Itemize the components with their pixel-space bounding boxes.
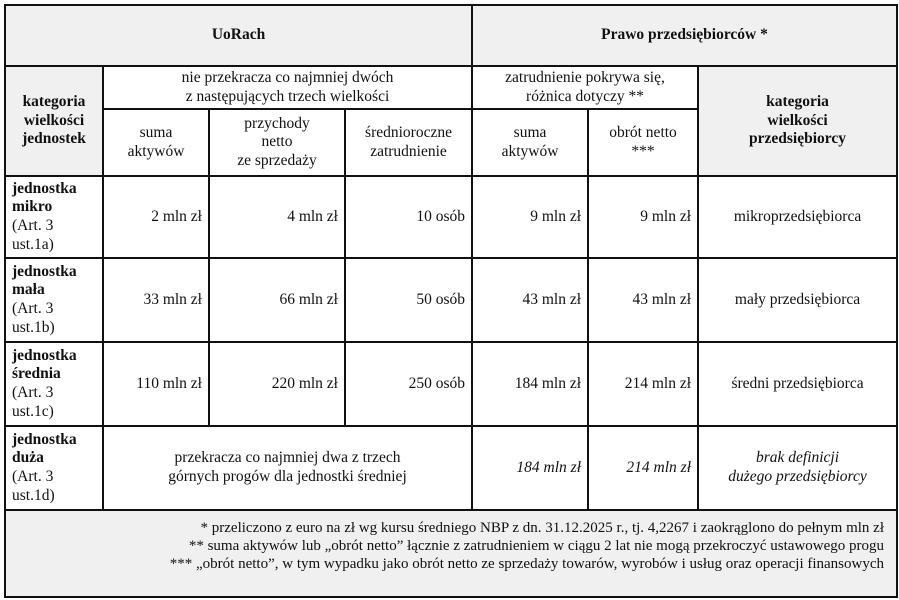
footnote-2: ** suma aktywów lub „obrót netto” łącznie z zatrudnieniem w ciągu 2 lat nie mogą przekroczyć ustawowego progu	[188, 538, 885, 554]
suma-aktywow-header: suma aktywów	[103, 109, 209, 176]
cell-przychody-netto: 66 mln zł	[209, 258, 345, 342]
srednioroczne-zatrudnienie-header: średnioroczne zatrudnienie	[345, 109, 472, 176]
row-label-mikro: jednostka mikro (Art. 3 ust.1a)	[5, 176, 103, 258]
cell-zatrudnienie: 10 osób	[345, 176, 472, 258]
cell-suma-aktywow-pp: 184 mln zł	[472, 426, 588, 510]
duza-description: przekracza co najmniej dwa z trzech górnych progów dla jednostki średniej	[103, 426, 472, 510]
cell-zatrudnienie: 50 osób	[345, 258, 472, 342]
uorach-subheader: nie przekracza co najmniej dwóch z następujących trzech wielkości	[103, 66, 472, 109]
cell-kategoria: mały przedsiębiorca	[698, 258, 897, 342]
prawo-subheader: zatrudnienie pokrywa się, różnica dotyczy **	[472, 66, 698, 109]
cell-kategoria: średni przedsiębiorca	[698, 342, 897, 426]
cell-kategoria: brak definicji dużego przedsiębiorcy	[698, 426, 897, 510]
size-thresholds-table	[4, 4, 898, 598]
cell-kategoria: mikroprzedsiębiorca	[698, 176, 897, 258]
uorach-header: UoRach	[5, 5, 472, 66]
footnotes-row	[5, 510, 897, 597]
row-label-mala: jednostka mała (Art. 3 ust.1b)	[5, 258, 103, 342]
header-row-1	[5, 5, 897, 66]
cell-suma-aktywow-pp: 43 mln zł	[472, 258, 588, 342]
obrot-netto-header: obrót netto ***	[588, 109, 698, 176]
cell-obrot-netto: 9 mln zł	[588, 176, 698, 258]
cell-suma-aktywow: 2 mln zł	[103, 176, 209, 258]
cell-suma-aktywow: 110 mln zł	[103, 342, 209, 426]
table-row	[5, 258, 897, 342]
footnotes	[5, 510, 897, 597]
cell-przychody-netto: 4 mln zł	[209, 176, 345, 258]
row-label-duza: jednostka duża (Art. 3 ust.1d)	[5, 426, 103, 510]
table-row	[5, 426, 897, 510]
header-row-2	[5, 66, 897, 109]
table-row	[5, 176, 897, 258]
row-label-srednia: jednostka średnia (Art. 3 ust.1c)	[5, 342, 103, 426]
cell-suma-aktywow-pp: 9 mln zł	[472, 176, 588, 258]
footnote-1: * przeliczono z euro na zł wg kursu średniego NBP z dn. 31.12.2025 r., tj. 4,2267 i zaokrąglono do pełnym mln zł	[200, 520, 885, 536]
cell-obrot-netto: 214 mln zł	[588, 342, 698, 426]
przychody-netto-header: przychody netto ze sprzedaży	[209, 109, 345, 176]
cell-suma-aktywow: 33 mln zł	[103, 258, 209, 342]
kategoria-jednostek-header: kategoria wielkości jednostek	[5, 66, 103, 176]
kategoria-przedsiebiorcy-header: kategoria wielkości przedsiębiorcy	[698, 66, 897, 176]
table-row	[5, 342, 897, 426]
cell-obrot-netto: 43 mln zł	[588, 258, 698, 342]
prawo-przedsiebiorcow-header: Prawo przedsiębiorców *	[472, 5, 897, 66]
cell-przychody-netto: 220 mln zł	[209, 342, 345, 426]
cell-suma-aktywow-pp: 184 mln zł	[472, 342, 588, 426]
footnote-3: *** „obrót netto”, w tym wypadku jako obrót netto ze sprzedaży towarów, wyrobów i usług oraz operacji finansowych	[169, 556, 885, 572]
suma-aktywow-pp-header: suma aktywów	[472, 109, 588, 176]
cell-zatrudnienie: 250 osób	[345, 342, 472, 426]
cell-obrot-netto: 214 mln zł	[588, 426, 698, 510]
